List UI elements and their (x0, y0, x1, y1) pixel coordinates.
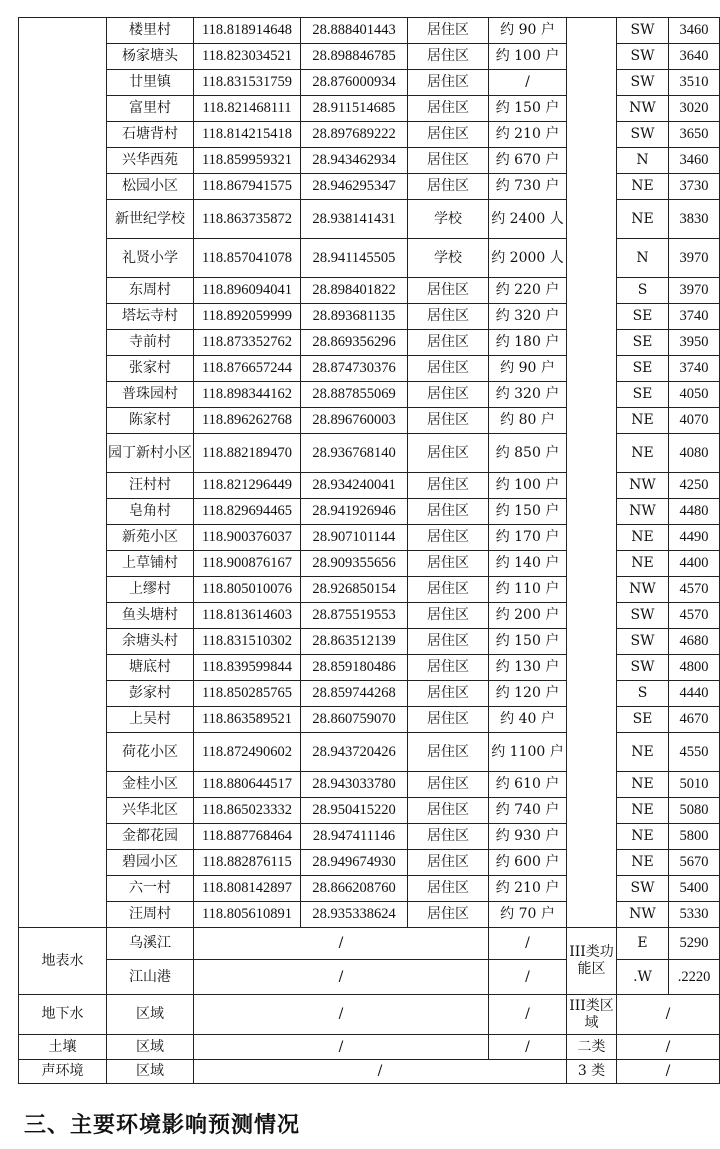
soil-label: 土壤 (19, 1035, 107, 1060)
latitude-cell: 28.950415220 (301, 798, 408, 824)
direction-cell: NW (617, 499, 669, 525)
longitude-cell: 118.823034521 (194, 44, 301, 70)
protection-object-cell: 居住区 (408, 629, 489, 655)
receptor-name: 礼贤小学 (107, 239, 194, 278)
direction-cell: NE (617, 824, 669, 850)
longitude-cell: 118.873352762 (194, 330, 301, 356)
distance-cell: 4680 (669, 629, 720, 655)
distance-cell: 4400 (669, 551, 720, 577)
protection-object-cell: 居住区 (408, 122, 489, 148)
receptor-name: 楼里村 (107, 18, 194, 44)
longitude-cell: 118.863735872 (194, 200, 301, 239)
groundwater-coord: / (194, 995, 489, 1035)
longitude-cell: 118.850285765 (194, 681, 301, 707)
longitude-cell: 118.892059999 (194, 304, 301, 330)
direction-cell: S (617, 681, 669, 707)
protection-object-cell: 居住区 (408, 798, 489, 824)
direction-cell: S (617, 278, 669, 304)
sound-label: 声环境 (19, 1060, 107, 1084)
scale-cell: 约 210 户 (489, 876, 567, 902)
receptor-name: 陈家村 (107, 408, 194, 434)
distance-cell: 4570 (669, 577, 720, 603)
receptor-name: 廿里镇 (107, 70, 194, 96)
direction-cell: NW (617, 96, 669, 122)
latitude-cell: 28.875519553 (301, 603, 408, 629)
longitude-cell: 118.821296449 (194, 473, 301, 499)
scale-cell: 约 2400 人 (489, 200, 567, 239)
direction-cell: N (617, 239, 669, 278)
scale-cell: 约 850 户 (489, 434, 567, 473)
receptor-name: 余塘头村 (107, 629, 194, 655)
direction-cell: SE (617, 382, 669, 408)
receptor-name: 汪村村 (107, 473, 194, 499)
distance-cell: 4570 (669, 603, 720, 629)
distance-cell: 3740 (669, 304, 720, 330)
protection-object-cell: 居住区 (408, 499, 489, 525)
receptor-name: 上吴村 (107, 707, 194, 733)
latitude-cell: 28.896760003 (301, 408, 408, 434)
scale-cell: 约 2000 人 (489, 239, 567, 278)
protection-object-cell: 居住区 (408, 707, 489, 733)
longitude-cell: 118.857041078 (194, 239, 301, 278)
latitude-cell: 28.859180486 (301, 655, 408, 681)
latitude-cell: 28.926850154 (301, 577, 408, 603)
surface-water-dist-2: .2220 (669, 960, 720, 995)
scale-cell: 约 180 户 (489, 330, 567, 356)
distance-cell: 3730 (669, 174, 720, 200)
latitude-cell: 28.888401443 (301, 18, 408, 44)
protection-object-cell: 学校 (408, 239, 489, 278)
scale-cell: 约 220 户 (489, 278, 567, 304)
distance-cell: 5010 (669, 772, 720, 798)
longitude-cell: 118.898344162 (194, 382, 301, 408)
receptor-name: 金都花园 (107, 824, 194, 850)
direction-cell: N (617, 148, 669, 174)
receptor-name: 松园小区 (107, 174, 194, 200)
surface-water-coord-2: / (194, 960, 489, 995)
scale-cell: 约 170 户 (489, 525, 567, 551)
table-body (19, 18, 720, 1084)
scale-cell: 约 200 户 (489, 603, 567, 629)
protection-object-cell: 居住区 (408, 434, 489, 473)
receptor-name: 塔坛寺村 (107, 304, 194, 330)
direction-cell: SW (617, 70, 669, 96)
longitude-cell: 118.882876115 (194, 850, 301, 876)
latitude-cell: 28.863512139 (301, 629, 408, 655)
longitude-cell: 118.887768464 (194, 824, 301, 850)
receptor-name: 六一村 (107, 876, 194, 902)
direction-cell: NE (617, 850, 669, 876)
sound-coord: / (194, 1060, 567, 1084)
longitude-cell: 118.829694465 (194, 499, 301, 525)
latitude-cell: 28.911514685 (301, 96, 408, 122)
direction-cell: SE (617, 330, 669, 356)
protection-object-cell: 居住区 (408, 70, 489, 96)
receptor-name: 东周村 (107, 278, 194, 304)
longitude-cell: 118.863589521 (194, 707, 301, 733)
scale-cell: 约 100 户 (489, 44, 567, 70)
distance-cell: 4070 (669, 408, 720, 434)
protection-object-cell: 居住区 (408, 18, 489, 44)
latitude-cell: 28.907101144 (301, 525, 408, 551)
latitude-cell: 28.898401822 (301, 278, 408, 304)
sound-row (19, 1060, 720, 1084)
protection-object-cell: 居住区 (408, 473, 489, 499)
scale-cell: 约 670 户 (489, 148, 567, 174)
protection-object-cell: 居住区 (408, 44, 489, 70)
longitude-cell: 118.818914648 (194, 18, 301, 44)
latitude-cell: 28.949674930 (301, 850, 408, 876)
scale-cell: 约 320 户 (489, 304, 567, 330)
latitude-cell: 28.941145505 (301, 239, 408, 278)
distance-cell: 3640 (669, 44, 720, 70)
direction-cell: SW (617, 122, 669, 148)
protection-object-cell: 居住区 (408, 772, 489, 798)
latitude-cell: 28.860759070 (301, 707, 408, 733)
longitude-cell: 118.872490602 (194, 733, 301, 772)
latitude-cell: 28.874730376 (301, 356, 408, 382)
latitude-cell: 28.943462934 (301, 148, 408, 174)
distance-cell: 3830 (669, 200, 720, 239)
scale-cell: 约 610 户 (489, 772, 567, 798)
protection-object-cell: 居住区 (408, 733, 489, 772)
sensitive-receptor-table (18, 17, 720, 1084)
receptor-name: 石塘背村 (107, 122, 194, 148)
latitude-cell: 28.936768140 (301, 434, 408, 473)
latitude-cell: 28.941926946 (301, 499, 408, 525)
longitude-cell: 118.831510302 (194, 629, 301, 655)
distance-cell: 3460 (669, 148, 720, 174)
latitude-cell: 28.947411146 (301, 824, 408, 850)
protection-object-cell: 居住区 (408, 876, 489, 902)
distance-cell: 4480 (669, 499, 720, 525)
latitude-cell: 28.859744268 (301, 681, 408, 707)
longitude-cell: 118.865023332 (194, 798, 301, 824)
distance-cell: 3650 (669, 122, 720, 148)
direction-cell: SW (617, 603, 669, 629)
latitude-cell: 28.869356296 (301, 330, 408, 356)
surface-water-name-1: 乌溪江 (107, 928, 194, 960)
protection-object-cell: 居住区 (408, 304, 489, 330)
direction-cell: NE (617, 174, 669, 200)
receptor-name: 荷花小区 (107, 733, 194, 772)
direction-cell: SW (617, 18, 669, 44)
direction-cell: NW (617, 473, 669, 499)
longitude-cell: 118.859959321 (194, 148, 301, 174)
longitude-cell: 118.880644517 (194, 772, 301, 798)
receptor-name: 富里村 (107, 96, 194, 122)
soil-dirdist: / (617, 1035, 720, 1060)
distance-cell: 3970 (669, 278, 720, 304)
receptor-name: 兴华北区 (107, 798, 194, 824)
longitude-cell: 118.831531759 (194, 70, 301, 96)
longitude-cell: 118.805610891 (194, 902, 301, 928)
distance-cell: 3970 (669, 239, 720, 278)
direction-cell: NE (617, 525, 669, 551)
distance-cell: 4550 (669, 733, 720, 772)
latitude-cell: 28.893681135 (301, 304, 408, 330)
direction-cell: NW (617, 577, 669, 603)
scale-cell: 约 210 户 (489, 122, 567, 148)
longitude-cell: 118.839599844 (194, 655, 301, 681)
scale-cell: 约 70 户 (489, 902, 567, 928)
longitude-cell: 118.896262768 (194, 408, 301, 434)
scale-cell: 约 320 户 (489, 382, 567, 408)
category-cell-atmosphere (19, 18, 107, 928)
latitude-cell: 28.935338624 (301, 902, 408, 928)
receptor-name: 园丁新村小区 (107, 434, 194, 473)
scale-cell: 约 930 户 (489, 824, 567, 850)
receptor-name: 杨家塘头 (107, 44, 194, 70)
protection-object-cell: 居住区 (408, 655, 489, 681)
protection-object-cell: 居住区 (408, 174, 489, 200)
direction-cell: NE (617, 551, 669, 577)
protection-object-cell: 居住区 (408, 148, 489, 174)
distance-cell: 4800 (669, 655, 720, 681)
latitude-cell: 28.934240041 (301, 473, 408, 499)
protection-object-cell: 居住区 (408, 824, 489, 850)
direction-cell: NE (617, 434, 669, 473)
protection-object-cell: 居住区 (408, 278, 489, 304)
distance-cell: 5800 (669, 824, 720, 850)
soil-name: 区域 (107, 1035, 194, 1060)
scale-cell: 约 740 户 (489, 798, 567, 824)
surface-water-row-1 (19, 928, 720, 960)
distance-cell: 5670 (669, 850, 720, 876)
scale-cell: 约 90 户 (489, 18, 567, 44)
longitude-cell: 118.900876167 (194, 551, 301, 577)
receptor-name: 彭家村 (107, 681, 194, 707)
longitude-cell: 118.876657244 (194, 356, 301, 382)
surface-water-dir-1: E (617, 928, 669, 960)
latitude-cell: 28.938141431 (301, 200, 408, 239)
surface-water-name-2: 江山港 (107, 960, 194, 995)
direction-cell: SW (617, 655, 669, 681)
distance-cell: 3740 (669, 356, 720, 382)
receptor-name: 皂角村 (107, 499, 194, 525)
distance-cell: 3460 (669, 18, 720, 44)
protection-object-cell: 学校 (408, 200, 489, 239)
longitude-cell: 118.821468111 (194, 96, 301, 122)
receptor-name: 汪周村 (107, 902, 194, 928)
longitude-cell: 118.896094041 (194, 278, 301, 304)
direction-cell: SW (617, 876, 669, 902)
distance-cell: 5330 (669, 902, 720, 928)
longitude-cell: 118.813614603 (194, 603, 301, 629)
receptor-name: 金桂小区 (107, 772, 194, 798)
latitude-cell: 28.876000934 (301, 70, 408, 96)
class-cell-atmosphere (567, 18, 617, 928)
groundwater-class: III类区域 (567, 995, 617, 1035)
direction-cell: SE (617, 304, 669, 330)
receptor-name: 碧园小区 (107, 850, 194, 876)
protection-object-cell: 居住区 (408, 382, 489, 408)
longitude-cell: 118.882189470 (194, 434, 301, 473)
sound-class: 3 类 (567, 1060, 617, 1084)
protection-object-cell: 居住区 (408, 577, 489, 603)
scale-cell: 约 150 户 (489, 96, 567, 122)
scale-cell: 约 120 户 (489, 681, 567, 707)
scale-cell: 约 140 户 (489, 551, 567, 577)
direction-cell: NE (617, 798, 669, 824)
groundwater-scale: / (489, 995, 567, 1035)
distance-cell: 4440 (669, 681, 720, 707)
longitude-cell: 118.805010076 (194, 577, 301, 603)
surface-water-class: III类功能区 (567, 928, 617, 995)
distance-cell: 5400 (669, 876, 720, 902)
receptor-name: 上缪村 (107, 577, 194, 603)
longitude-cell: 118.808142897 (194, 876, 301, 902)
longitude-cell: 118.814215418 (194, 122, 301, 148)
soil-row (19, 1035, 720, 1060)
table-row (19, 18, 720, 44)
latitude-cell: 28.909355656 (301, 551, 408, 577)
protection-object-cell: 居住区 (408, 902, 489, 928)
protection-object-cell: 居住区 (408, 551, 489, 577)
groundwater-dirdist: / (617, 995, 720, 1035)
groundwater-row (19, 995, 720, 1035)
distance-cell: 3510 (669, 70, 720, 96)
receptor-name: 新世纪学校 (107, 200, 194, 239)
protection-object-cell: 居住区 (408, 408, 489, 434)
receptor-name: 普珠园村 (107, 382, 194, 408)
surface-water-dir-2: .W (617, 960, 669, 995)
scale-cell: 约 100 户 (489, 473, 567, 499)
receptor-name: 上草铺村 (107, 551, 194, 577)
scale-cell: 约 90 户 (489, 356, 567, 382)
scale-cell: 约 150 户 (489, 629, 567, 655)
distance-cell: 4670 (669, 707, 720, 733)
scale-cell: 约 130 户 (489, 655, 567, 681)
sound-name: 区域 (107, 1060, 194, 1084)
longitude-cell: 118.867941575 (194, 174, 301, 200)
direction-cell: SE (617, 707, 669, 733)
distance-cell: 3020 (669, 96, 720, 122)
distance-cell: 3950 (669, 330, 720, 356)
section-heading: 三、主要环境影响预测情况 (24, 1113, 301, 1138)
surface-water-scale-2: / (489, 960, 567, 995)
direction-cell: NE (617, 200, 669, 239)
soil-coord: / (194, 1035, 489, 1060)
groundwater-label: 地下水 (19, 995, 107, 1035)
latitude-cell: 28.946295347 (301, 174, 408, 200)
direction-cell: SE (617, 356, 669, 382)
soil-scale: / (489, 1035, 567, 1060)
surface-water-dist-1: 5290 (669, 928, 720, 960)
direction-cell: SW (617, 629, 669, 655)
direction-cell: NE (617, 733, 669, 772)
receptor-name: 寺前村 (107, 330, 194, 356)
receptor-name: 张家村 (107, 356, 194, 382)
sound-dirdist: / (617, 1060, 720, 1084)
groundwater-name: 区域 (107, 995, 194, 1035)
surface-water-label: 地表水 (19, 928, 107, 995)
soil-class: 二类 (567, 1035, 617, 1060)
receptor-name: 鱼头塘村 (107, 603, 194, 629)
latitude-cell: 28.943720426 (301, 733, 408, 772)
distance-cell: 4080 (669, 434, 720, 473)
protection-object-cell: 居住区 (408, 681, 489, 707)
scale-cell: 约 730 户 (489, 174, 567, 200)
protection-object-cell: 居住区 (408, 96, 489, 122)
surface-water-scale-1: / (489, 928, 567, 960)
latitude-cell: 28.898846785 (301, 44, 408, 70)
protection-object-cell: 居住区 (408, 356, 489, 382)
protection-object-cell: 居住区 (408, 603, 489, 629)
scale-cell: 约 150 户 (489, 499, 567, 525)
scale-cell: 约 80 户 (489, 408, 567, 434)
receptor-name: 新苑小区 (107, 525, 194, 551)
distance-cell: 5080 (669, 798, 720, 824)
direction-cell: NE (617, 408, 669, 434)
protection-object-cell: 居住区 (408, 850, 489, 876)
direction-cell: NW (617, 902, 669, 928)
direction-cell: SW (617, 44, 669, 70)
latitude-cell: 28.866208760 (301, 876, 408, 902)
receptor-name: 兴华西苑 (107, 148, 194, 174)
scale-cell: 约 110 户 (489, 577, 567, 603)
latitude-cell: 28.897689222 (301, 122, 408, 148)
protection-object-cell: 居住区 (408, 525, 489, 551)
surface-water-coord-1: / (194, 928, 489, 960)
scale-cell: / (489, 70, 567, 96)
receptor-name: 塘底村 (107, 655, 194, 681)
longitude-cell: 118.900376037 (194, 525, 301, 551)
distance-cell: 4050 (669, 382, 720, 408)
latitude-cell: 28.887855069 (301, 382, 408, 408)
scale-cell: 约 40 户 (489, 707, 567, 733)
direction-cell: NE (617, 772, 669, 798)
distance-cell: 4490 (669, 525, 720, 551)
latitude-cell: 28.943033780 (301, 772, 408, 798)
protection-object-cell: 居住区 (408, 330, 489, 356)
scale-cell: 约 1100 户 (489, 733, 567, 772)
scale-cell: 约 600 户 (489, 850, 567, 876)
distance-cell: 4250 (669, 473, 720, 499)
